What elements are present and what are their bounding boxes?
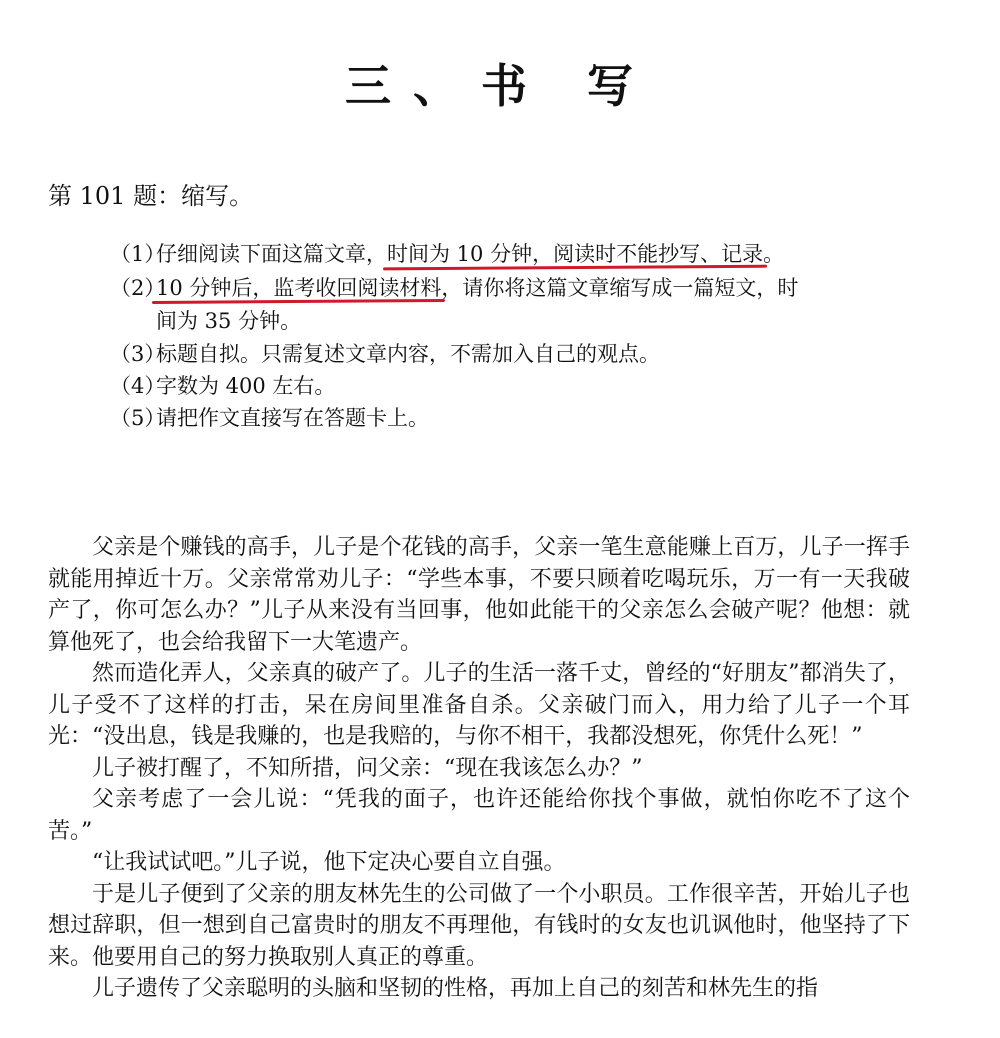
instruction-2: [110, 272, 798, 304]
question-label: 第 101 题：缩写。: [48, 182, 254, 210]
instruction-3: [110, 338, 660, 370]
passage-paragraph: 父亲是个赚钱的高手，儿子是个花钱的高手，父亲一笔生意能赚上百万，儿子一挥手就能用掉近十万。父亲常常劝儿子：“学些本事，不要只顾着吃喝玩乐，万一有一天我破产了，你可怎么办？”儿子从来没有当回事，他如此能干的父亲怎么会破产呢？他想：就算他死了，也会给我留下一大笔遗产。: [48, 535, 910, 655]
instruction-text: 。: [763, 242, 785, 266]
highlighted-text: 10 分钟后，监考收回阅读材料: [156, 276, 442, 300]
instruction-number: （3）: [110, 342, 166, 366]
instruction-2-continuation: 间为 35 分钟。: [156, 309, 302, 333]
passage-paragraph: 儿子被打醒了，不知所措，问父亲：“现在我该怎么办？”: [92, 755, 643, 781]
instruction-number: （5）: [110, 406, 166, 430]
passage-paragraph: “让我试试吧。”儿子说，他下定决心要自立自强。: [92, 850, 566, 875]
instruction-number: （1）: [110, 242, 166, 266]
instruction-number: （2）: [110, 276, 166, 300]
instruction-text: 字数为 400 左右。: [156, 374, 336, 398]
passage-paragraph: 儿子遗传了父亲聪明的头脑和坚韧的性格，再加上自己的刻苦和林先生的指: [92, 976, 819, 1001]
section-title: 三、书 写: [344, 59, 655, 113]
instruction-5: [110, 402, 429, 434]
instruction-4: [110, 370, 335, 402]
instruction-number: （4）: [110, 374, 166, 398]
instruction-text: ，请你将这篇文章缩写成一篇短文，时: [441, 276, 799, 300]
instruction-text: 标题自拟。只需复述文章内容，不需加入自己的观点。: [156, 342, 660, 366]
passage-paragraph: 然而造化弄人，父亲真的破产了。儿子的生活一落千丈，曾经的“好朋友”都消失了，儿子受不了这样的打击，呆在房间里准备自杀。父亲破门而入，用力给了儿子一个耳光：“没出息，钱是我赚的，也是我赔的，与你不相干，我都没想死，你凭什么死！”: [48, 661, 910, 749]
instruction-text: 请把作文直接写在答题卡上。: [156, 406, 429, 430]
instruction-1: [110, 238, 784, 270]
passage-paragraph: 于是儿子便到了父亲的朋友林先生的公司做了一个小职员。工作很辛苦，开始儿子也想过辞职，但一想到自己富贵时的朋友不再理他，有钱时的女友也讥讽他时，他坚持了下来。他要用自己的努力换取别人真正的尊重。: [48, 881, 910, 970]
instruction-text: 仔细阅读下面这篇文章，: [156, 242, 387, 266]
passage: [48, 532, 910, 1005]
passage-paragraph: 父亲考虑了一会儿说：“凭我的面子，也许还能给你找个事做，就怕你吃不了这个苦。”: [48, 787, 910, 844]
highlighted-text: 时间为 10 分钟，阅读时不能抄写、记录: [387, 242, 764, 266]
